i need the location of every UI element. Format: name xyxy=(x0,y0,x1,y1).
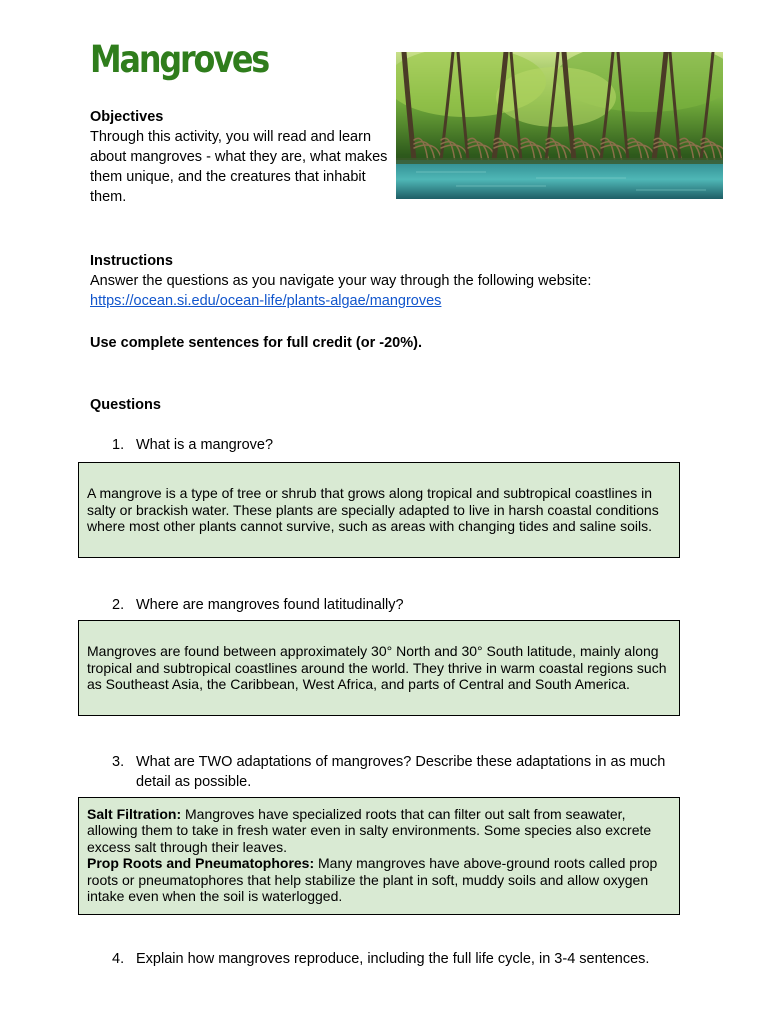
question-text: Where are mangroves found latitudinally? xyxy=(136,597,404,613)
credit-note: Use complete sentences for full credit (or -20%). xyxy=(90,335,422,351)
question-number: 3. xyxy=(112,754,125,770)
objectives-heading: Objectives xyxy=(90,109,164,125)
question-number: 1. xyxy=(112,437,125,453)
answer-box-2[interactable] xyxy=(78,620,680,716)
mangroves-website-link[interactable]: https://ocean.si.edu/ocean-life/plants-algae/mangroves xyxy=(90,293,442,309)
adaptation-text: Many mangroves have above-ground roots called prop roots or pneumatophores that help stabilize the plant in soft, muddy soils and allow oxygen intake even when the soil is waterlogged. xyxy=(87,855,658,905)
objectives-text: Through this activity, you will read and learn about mangroves - what they are, what makes them unique, and the creatures that inhabit them. xyxy=(90,129,388,205)
adaptation-prop-roots xyxy=(87,855,671,904)
adaptation-label: Prop Roots and Pneumatophores: xyxy=(87,855,315,872)
instructions-text: Answer the questions as you navigate your way through the following website: xyxy=(90,273,592,289)
answer-box-1[interactable] xyxy=(78,462,680,558)
question-2 xyxy=(112,595,682,615)
question-number: 4. xyxy=(112,951,125,967)
answer-text: Mangroves are found between approximately 30° North and 30° South latitude, mainly along tropical and subtropical coastlines around the world. They thrive in warm coastal regions such as Southeast Asia, the Caribbean, West Africa, and parts of Central and South America. xyxy=(87,643,667,693)
adaptation-label: Salt Filtration: xyxy=(87,806,182,822)
question-text: What is a mangrove? xyxy=(136,437,274,453)
answer-text: A mangrove is a type of tree or shrub that grows along tropical and subtropical coastlines in salty or brackish water. These plants are specially adapted to live in harsh coastal conditions where most other plants cannot survive, such as areas with changing tides and saline soils. xyxy=(87,485,659,535)
page-title: Mangroves xyxy=(90,38,269,81)
objectives-section xyxy=(90,107,390,207)
instructions-section xyxy=(90,251,690,311)
instructions-heading: Instructions xyxy=(90,253,173,269)
question-4 xyxy=(112,949,682,969)
questions-heading: Questions xyxy=(90,397,161,413)
mangrove-photo-illustration xyxy=(396,52,723,199)
mangrove-forest-image xyxy=(396,52,723,199)
question-number: 2. xyxy=(112,597,125,613)
question-3 xyxy=(112,752,682,792)
answer-box-3[interactable] xyxy=(78,797,680,915)
adaptation-text: Mangroves have specialized roots that can filter out salt from seawater, allowing them to take in fresh water even in salty environments. Some species also excrete excess salt through their leaves. xyxy=(87,806,652,855)
adaptation-salt-filtration xyxy=(87,806,671,855)
question-1 xyxy=(112,435,682,455)
question-text: What are TWO adaptations of mangroves? Describe these adaptations in as much detail as possible. xyxy=(136,754,666,790)
question-text: Explain how mangroves reproduce, including the full life cycle, in 3-4 sentences. xyxy=(136,951,650,967)
